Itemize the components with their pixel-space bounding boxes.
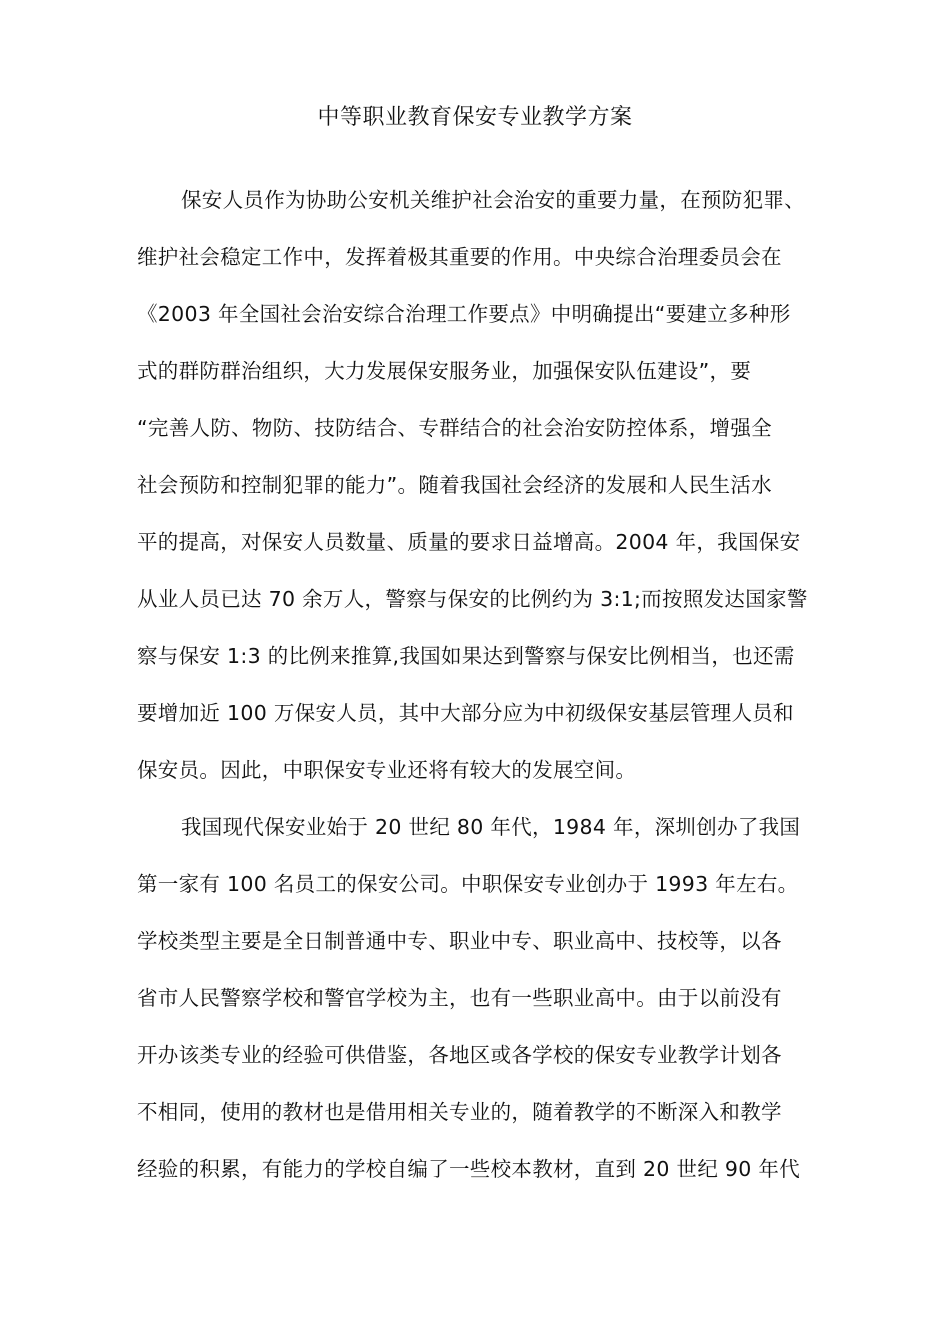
paragraph-1-line-6: 社会预防和控制犯罪的能力”。随着我国社会经济的发展和人民生活水 [137,473,772,497]
paragraph-2-line-6: 不相同，使用的教材也是借用相关专业的，随着教学的不断深入和教学 [137,1100,782,1124]
paragraph-2-line-4: 省市人民警察学校和警官学校为主，也有一些职业高中。由于以前没有 [137,986,782,1010]
paragraph-2-line-3: 学校类型主要是全日制普通中专、职业中专、职业高中、技校等，以各 [137,929,782,953]
paragraph-1-line-8: 从业人员已达 70 余万人，警察与保安的比例约为 3:1;而按照发达国家警 [137,587,808,611]
document-body [137,172,821,1198]
paragraph-1-line-1: 保安人员作为协助公安机关维护社会治安的重要力量，在预防犯罪、 [181,188,805,212]
paragraph-1-line-10: 要增加近 100 万保安人员，其中大部分应为中初级保安基层管理人员和 [137,701,794,725]
paragraph-1-line-9: 察与保安 1:3 的比例来推算,我国如果达到警察与保安比例相当，也还需 [137,644,795,668]
paragraph-1-line-7: 平的提高，对保安人员数量、质量的要求日益增高。2004 年，我国保安 [137,530,801,554]
paragraph-1-line-2: 维护社会稳定工作中，发挥着极其重要的作用。中央综合治理委员会在 [137,245,782,269]
paragraph-2-line-5: 开办该类专业的经验可供借鉴，各地区或各学校的保安专业教学计划各 [137,1043,782,1067]
paragraph-2-line-7: 经验的积累，有能力的学校自编了一些校本教材，直到 20 世纪 90 年代 [137,1157,801,1181]
paragraph-1-line-3: 《2003 年全国社会治安综合治理工作要点》中明确提出“要建立多种形 [137,302,791,326]
paragraph-1-line-11: 保安员。因此，中职保安专业还将有较大的发展空间。 [137,758,637,782]
paragraph-1-line-4: 式的群防群治组织，大力发展保安服务业，加强保安队伍建设”，要 [137,359,752,383]
paragraph-1-line-5: “完善人防、物防、技防结合、专群结合的社会治安防控体系，增强全 [137,416,772,440]
paragraph-2-line-1: 我国现代保安业始于 20 世纪 80 年代，1984 年，深圳创办了我国 [181,815,801,839]
paragraph-2-line-2: 第一家有 100 名员工的保安公司。中职保安专业创办于 1993 年左右。 [137,872,799,896]
document-title: 中等职业教育保安专业教学方案 [317,105,633,130]
